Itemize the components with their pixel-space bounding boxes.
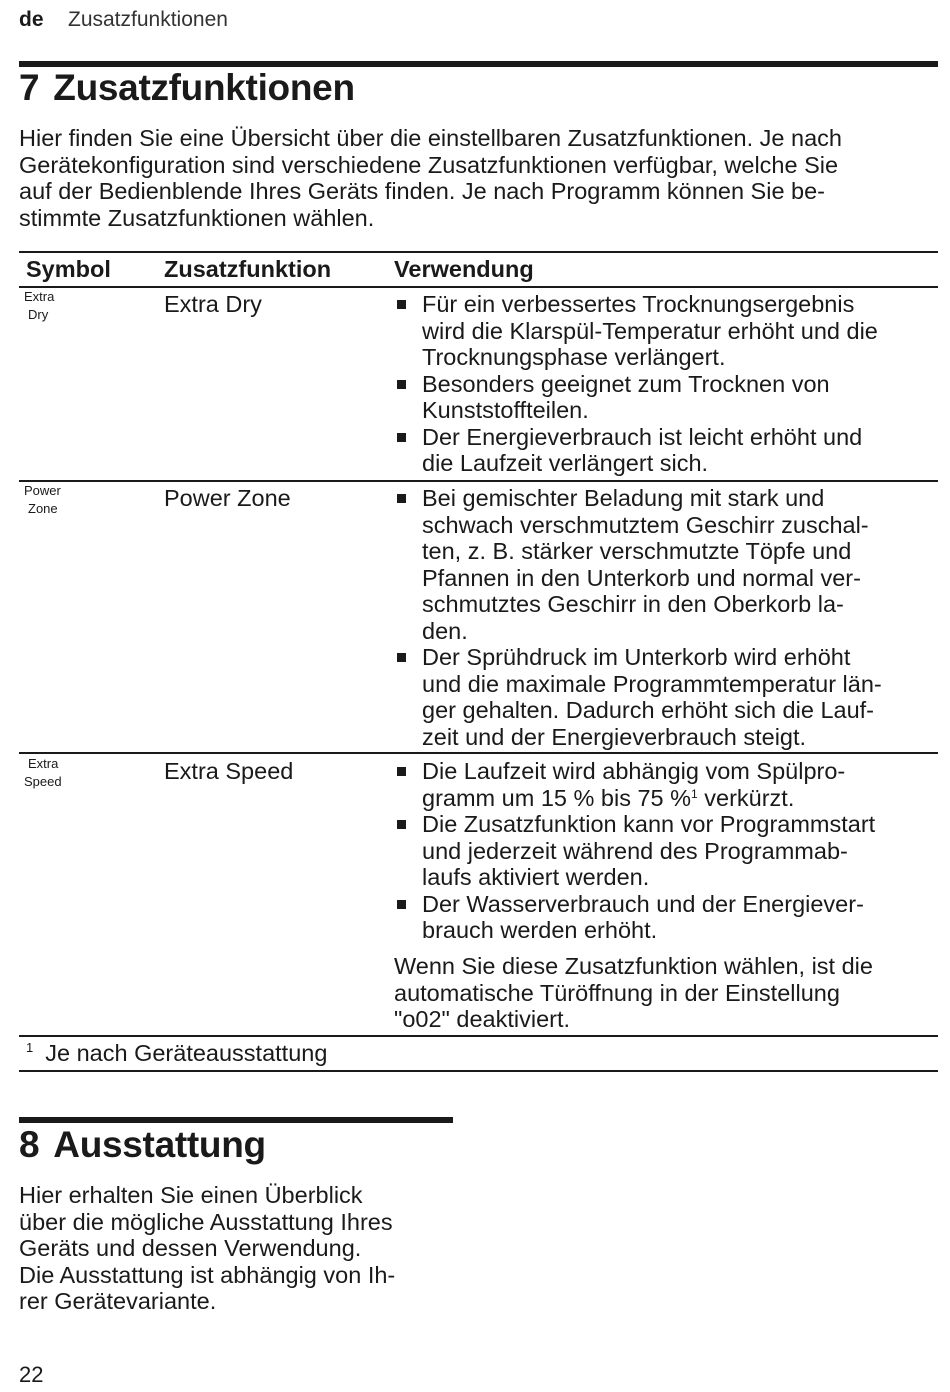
section-8-title: Ausstattung [53,1124,266,1165]
list-item: Besonders geeignet zum Trocknen von Kunststoffteilen. [394,371,934,424]
section-8-heading [19,1124,266,1166]
bullet-square-icon [397,433,406,442]
header-title: Zusatzfunktionen [68,8,228,31]
bullet-square-icon [397,820,406,829]
col-header-symbol: Symbol [26,256,111,282]
extra-dry-symbol-icon: Extra Dry [24,289,55,322]
table-bottom-rule [19,1035,938,1037]
table-top-rule [19,251,938,253]
section-7-number: 7 [19,67,40,108]
bullet-square-icon [397,380,406,389]
bullet-square-icon [397,767,406,776]
page-number: 22 [19,1362,44,1387]
power-zone-symbol-icon: Power Zone [24,483,61,516]
usage-list [394,291,934,477]
table-header-rule [19,286,938,288]
list-item: Der Wasserverbrauch und der Energiever- brauch werden erhöht. [394,891,934,944]
bullet-square-icon [397,494,406,503]
bullet-square-icon [397,900,406,909]
function-name: Extra Speed [164,758,294,784]
footnote-reference: 1 [691,786,698,801]
usage-list [394,758,934,944]
list-item: Der Sprühdruck im Unterkorb wird erhöht und die maximale Programmtemperatur län- ger gehalten. Dadurch erhöht sich die Lauf- zeit und der Energieverbrauch steigt. [394,644,934,750]
list-item: Die Laufzeit wird abhängig vom Spülpro- gramm um 15 % bis 75 %$^1$ verkürzt. [394,758,934,811]
list-item: Bei gemischter Beladung mit stark und schwach verschmutztem Geschirr zuschal- ten, z. B. stärker verschmutzte Töpfe und Pfannen in den Unterkorb und normal ver- schmutztes Geschirr in den Oberkorb la- den. [394,485,934,644]
usage-list [394,485,934,750]
table-footnote [26,1040,327,1067]
row-divider [19,752,938,754]
section-7-heading [19,67,355,109]
footnote-text: Je nach Geräteausstattung [45,1040,328,1066]
list-item: Die Zusatzfunktion kann vor Programmstart und jederzeit während des Programmab- laufs aktiviert werden. [394,811,934,891]
footnote-rule [19,1070,938,1072]
section-8-number: 8 [19,1124,40,1165]
bullet-square-icon [397,300,406,309]
section-7-title: Zusatzfunktionen [53,67,355,108]
footnote-mark: 1 [26,1040,34,1055]
header-language: de [19,8,44,31]
section-8-rule [19,1117,453,1123]
list-item: Der Energieverbrauch ist leicht erhöht und die Laufzeit verlängert sich. [394,424,934,477]
extra-speed-symbol-icon: Extra Speed [24,756,62,789]
function-name: Extra Dry [164,291,262,317]
extra-speed-note: Wenn Sie diese Zusatzfunktion wählen, ist die automatische Türöffnung in der Einstellung "o02" deaktiviert. [394,953,873,1032]
row-divider [19,480,938,482]
list-item: Für ein verbessertes Trocknungsergebnis wird die Klarspül-Temperatur erhöht und die Trocknungsphase verlängert. [394,291,934,371]
section-8-intro: Hier erhalten Sie einen Überblick über die mögliche Ausstattung Ihres Geräts und dessen Verwendung. Die Ausstattung ist abhängig von Ih- rer Gerätevariante. [19,1182,396,1314]
col-header-function: Zusatzfunktion [164,256,332,282]
section-7-intro: Hier finden Sie eine Übersicht über die einstellbaren Zusatzfunktionen. Je nach Gerätekonfiguration sind verschiedene Zusatzfunktionen verfügbar, welche Sie auf der Bedienblende Ihres Geräts finden. Je nach Programm können Sie be- stimmte Zusatzfunktionen wählen. [19,125,842,231]
col-header-usage: Verwendung [394,256,534,282]
function-name: Power Zone [164,485,291,511]
bullet-square-icon [397,653,406,662]
